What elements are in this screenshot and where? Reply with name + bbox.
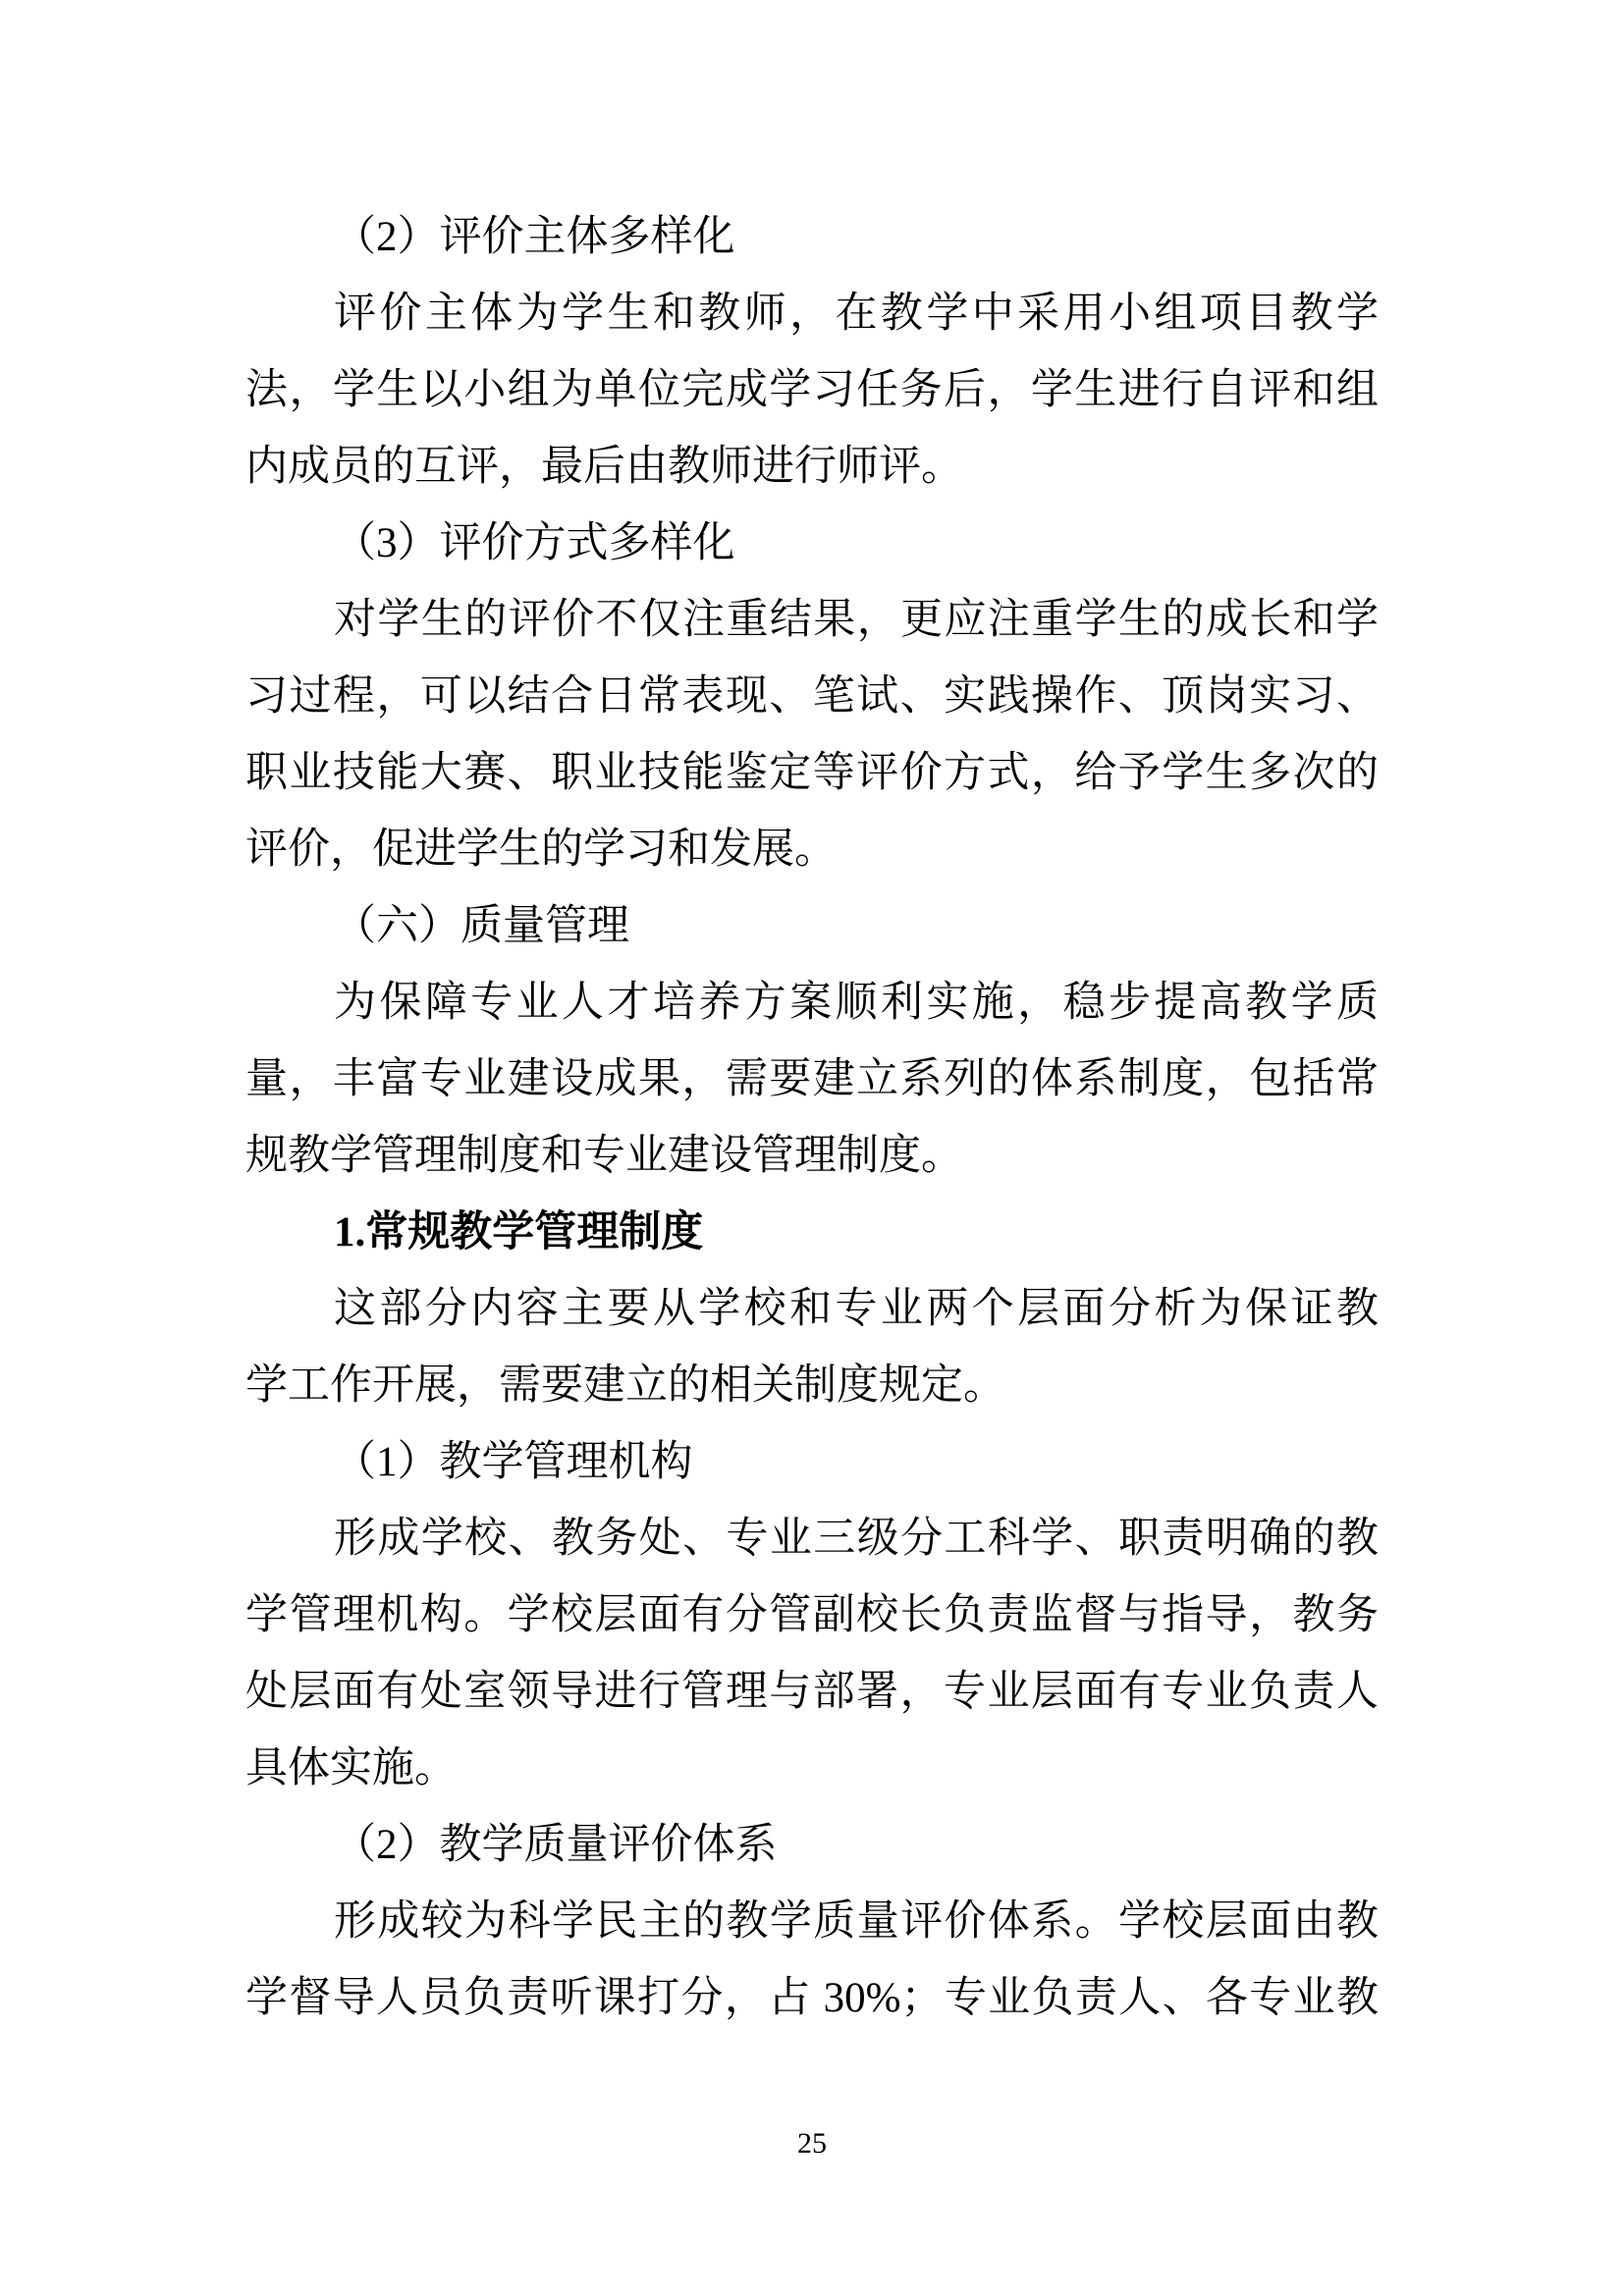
body-text-line: 为保障专业人才培养方案顺利实施，稳步提高教学质: [334, 980, 1379, 1026]
body-text-line: 评价，促进学生的学习和发展。: [245, 827, 837, 873]
body-text-line: 对学生的评价不仅注重结果，更应注重学生的成长和学: [334, 597, 1379, 643]
section-heading-line: （3）评价方式多样化: [334, 520, 735, 566]
section-heading-line: （2）评价主体多样化: [334, 214, 735, 260]
body-text-line: 具体实施。: [245, 1745, 457, 1791]
section-heading-line: （六）质量管理: [334, 903, 629, 949]
text-block: [245, 199, 1379, 2037]
body-text-line: 形成较为科学民主的教学质量评价体系。学校层面由教: [334, 1898, 1379, 1945]
page-number: 25: [797, 2127, 827, 2160]
body-text-line: 职业技能大赛、职业技能鉴定等评价方式，给予学生多次的: [245, 750, 1379, 796]
body-text-line: 习过程，可以结合日常表现、笔试、实践操作、顶岗实习、: [245, 673, 1379, 720]
body-text-line: 形成学校、教务处、专业三级分工科学、职责明确的教: [334, 1516, 1379, 1562]
body-text-line: 法，学生以小组为单位完成学习任务后，学生进行自评和组: [245, 367, 1379, 413]
section-heading-line: （1）教学管理机构: [334, 1439, 693, 1485]
body-text-line: 评价主体为学生和教师，在教学中采用小组项目教学: [334, 291, 1379, 337]
body-text-line: 规教学管理制度和专业建设管理制度。: [245, 1133, 963, 1179]
body-text-line: 内成员的互评，最后由教师进行师评。: [245, 444, 963, 490]
body-text-line: 学督导人员负责听课打分，占 30%；专业负责人、各专业教: [245, 1975, 1379, 2021]
body-text-line: 这部分内容主要从学校和专业两个层面分析为保证教: [334, 1286, 1379, 1332]
body-text-line: 学管理机构。学校层面有分管副校长负责监督与指导，教务: [245, 1592, 1379, 1638]
bold-heading-line: 1.常规教学管理制度: [334, 1209, 704, 1255]
body-text-line: 学工作开展，需要建立的相关制度规定。: [245, 1362, 1005, 1409]
body-text-line: 量，丰富专业建设成果，需要建立系列的体系制度，包括常: [245, 1056, 1379, 1102]
body-text-line: 处层面有处室领导进行管理与部署，专业层面有专业负责人: [245, 1669, 1379, 1715]
section-heading-line: （2）教学质量评价体系: [334, 1822, 778, 1868]
